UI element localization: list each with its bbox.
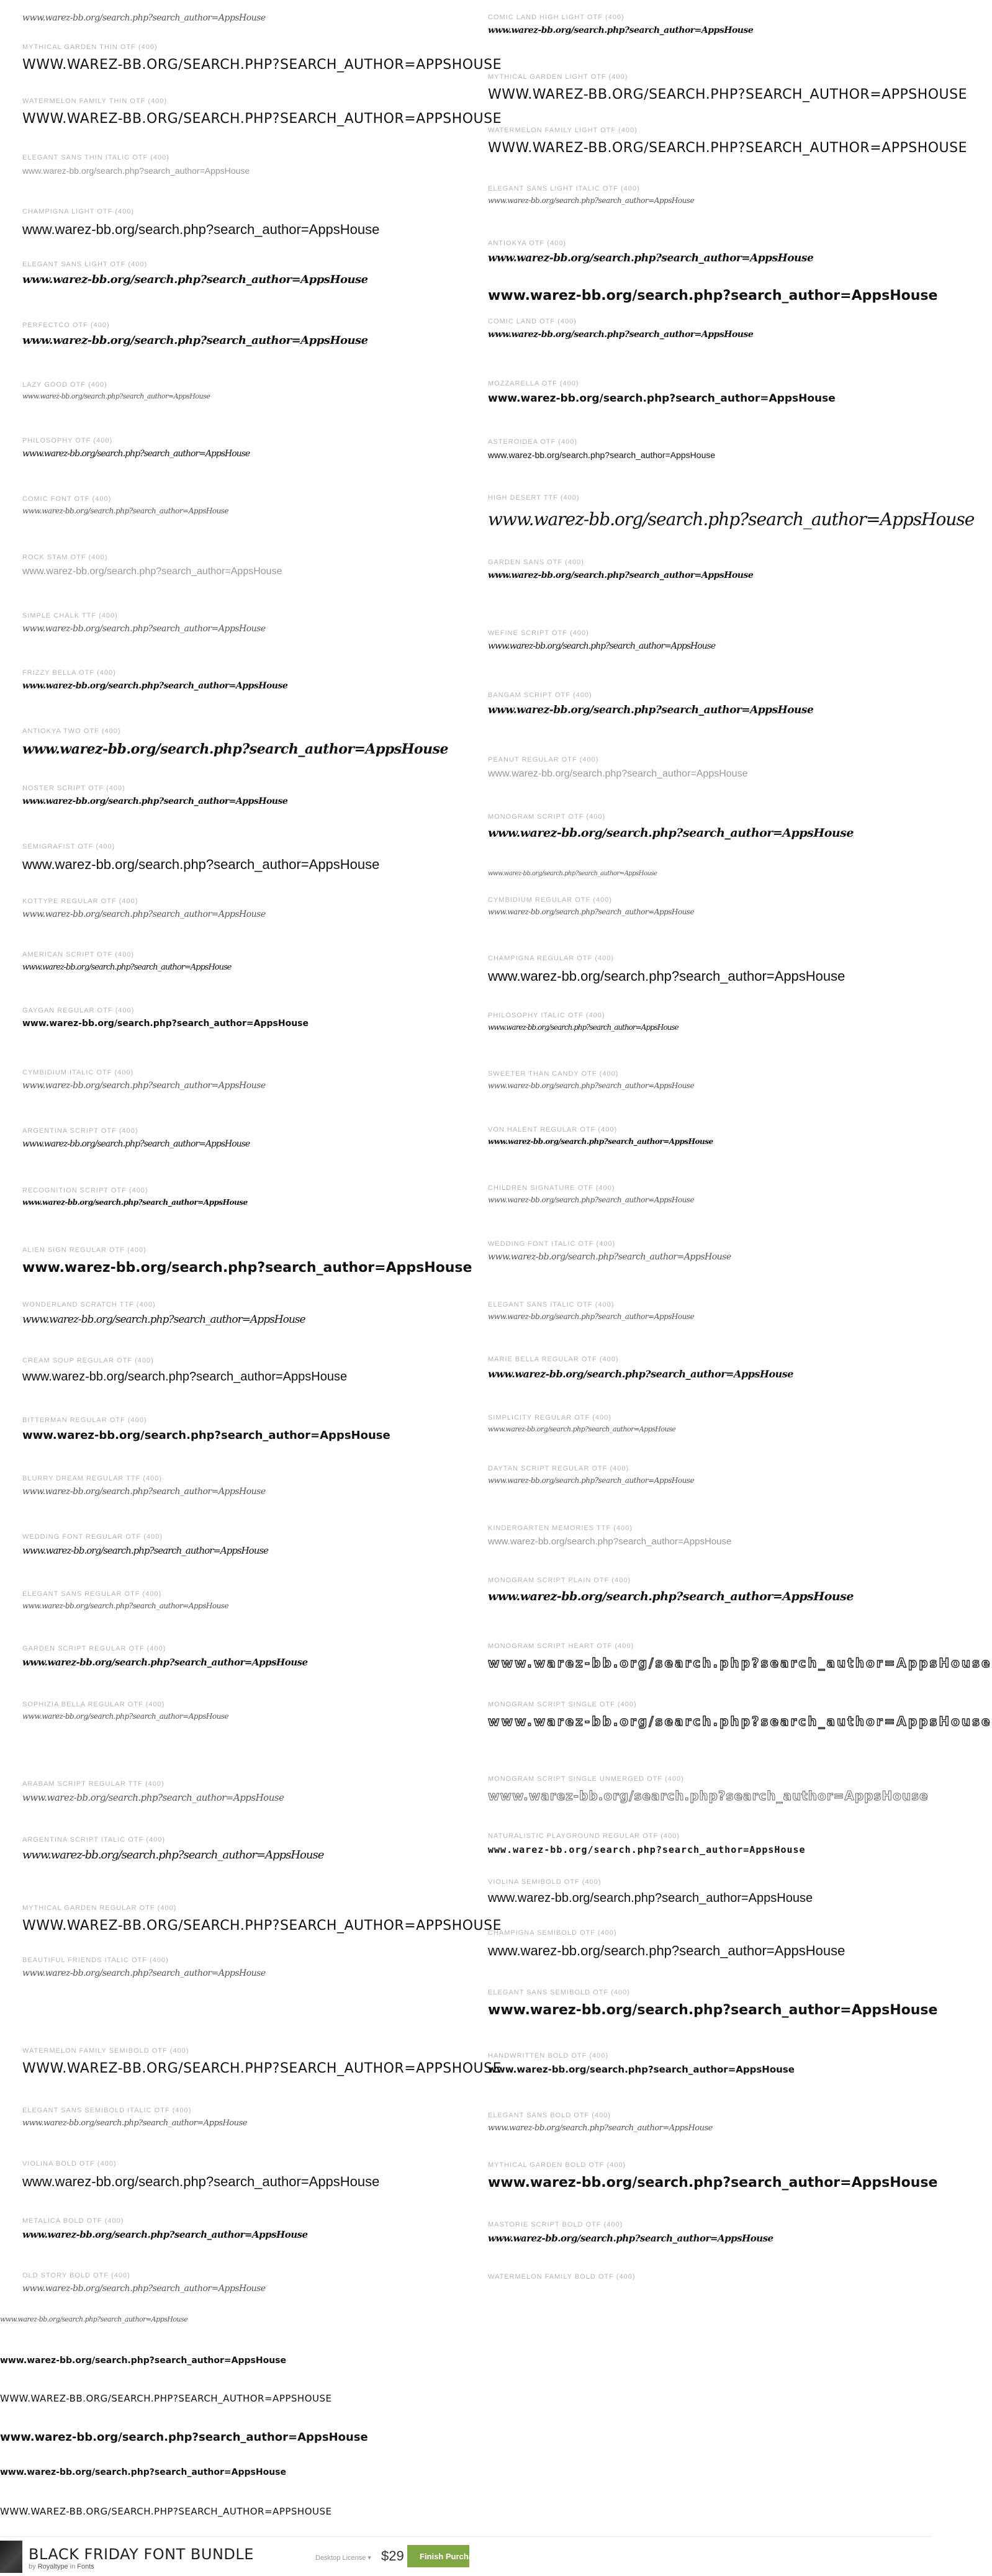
font-preview-text: www.warez-bb.org/search.php?search_author=AppsHouse — [488, 968, 845, 984]
font-preview-text: www.warez-bb.org/search.php?search_author=AppsHouse — [22, 1601, 229, 1610]
font-preview-text: WWW.WAREZ-BB.ORG/SEARCH.PHP?SEARCH_AUTHOR=APPSHOUSE — [22, 57, 502, 73]
font-entry[interactable] — [488, 858, 657, 877]
font-entry[interactable] — [22, 320, 368, 347]
font-preview-text: www.warez-bb.org/search.php?search_author=AppsHouse — [22, 2284, 266, 2294]
font-entry[interactable] — [488, 1928, 845, 1959]
font-preview-text: www.warez-bb.org/search.php?search_author=AppsHouse — [22, 681, 288, 691]
font-entry[interactable] — [22, 1245, 472, 1276]
font-preview-text: www.warez-bb.org/search.php?search_author=AppsHouse — [488, 907, 695, 916]
byline-prefix: by — [29, 2563, 36, 2570]
font-name-label[interactable]: ARGENTINA SCRIPT ITALIC OTF (400) — [22, 1836, 166, 1844]
font-name-label[interactable]: ELEGANT SANS SEMIBOLD ITALIC OTF (400) — [22, 2107, 192, 2114]
font-name-label[interactable] — [488, 858, 657, 868]
font-preview-text: www.warez-bb.org/search.php?search_author=AppsHouse — [22, 507, 229, 515]
font-name-label[interactable]: CYMBIDIUM REGULAR OTF (400) — [488, 896, 612, 904]
font-name-label[interactable]: WEDDING FONT REGULAR OTF (400) — [22, 1533, 163, 1541]
font-name-label[interactable]: VIOLINA SEMIBOLD OTF (400) — [488, 1878, 602, 1886]
font-preview-text: www.warez-bb.org/search.php?search_author=AppsHouse — [22, 1081, 266, 1091]
font-entry[interactable] — [22, 1356, 347, 1384]
font-preview-text: www.warez-bb.org/search.php?search_author=AppsHouse — [488, 1714, 992, 1729]
byline-in: in — [70, 2563, 76, 2570]
font-entry[interactable] — [488, 755, 747, 780]
font-name-label[interactable]: MYTHICAL GARDEN LIGHT OTF (400) — [488, 73, 628, 81]
font-entry[interactable] — [22, 494, 228, 515]
font-entry[interactable] — [22, 1186, 248, 1207]
font-preview-text: www.warez-bb.org/search.php?search_author=AppsHouse — [488, 1536, 732, 1547]
font-entry[interactable] — [22, 552, 282, 577]
font-preview-text: www.warez-bb.org/search.php?search_author=AppsHouse — [488, 25, 754, 35]
font-name-label[interactable]: BEAUTIFUL FRIENDS ITALIC OTF (400) — [22, 1957, 169, 1964]
license-select[interactable] — [315, 2554, 371, 2562]
font-entry[interactable] — [22, 1006, 309, 1029]
font-preview-text: www.warez-bb.org/search.php?search_author=AppsHouse — [488, 1081, 695, 1090]
font-entry[interactable] — [22, 2046, 502, 2076]
font-entry[interactable] — [22, 1532, 268, 1556]
font-name-label[interactable]: BLURRY DREAM REGULAR TTF (400) — [22, 1475, 162, 1482]
font-name-label[interactable]: NOSTER SCRIPT OTF (400) — [22, 785, 125, 792]
font-entry[interactable] — [0, 2303, 187, 2323]
font-preview-text: www.warez-bb.org/search.php?search_author=AppsHouse — [488, 2175, 938, 2191]
font-entry[interactable] — [488, 1069, 694, 1090]
font-entry[interactable] — [488, 1183, 694, 1204]
font-name-label[interactable]: HIGH DESERT TTF (400) — [488, 494, 580, 502]
font-entry[interactable] — [488, 1641, 992, 1670]
font-entry[interactable] — [488, 895, 694, 916]
font-entry[interactable] — [22, 668, 287, 691]
font-preview-text: www.warez-bb.org/search.php?search_author=AppsHouse — [488, 2002, 938, 2018]
font-name-label[interactable]: METALICA BOLD OTF (400) — [22, 2217, 124, 2225]
font-preview-text: www.warez-bb.org/search.php?search_author=AppsHouse — [488, 330, 754, 340]
font-preview-text: www.warez-bb.org/search.php?search_author=AppsHouse — [22, 1139, 250, 1149]
font-entry[interactable] — [488, 1877, 813, 1906]
font-preview-text: www.warez-bb.org/search.php?search_author=AppsHouse — [488, 1368, 793, 1380]
font-preview-text: www.warez-bb.org/search.php?search_author=AppsHouse — [488, 392, 836, 405]
font-preview-text: www.warez-bb.org/search.php?search_author=AppsHouse — [0, 2315, 188, 2323]
font-entry[interactable] — [22, 1589, 228, 1610]
font-name-label[interactable]: CHAMPIGNA LIGHT OTF (400) — [22, 208, 135, 215]
font-entry[interactable] — [22, 611, 266, 634]
bundle-thumbnail[interactable] — [0, 2541, 22, 2573]
font-name-label[interactable]: MYTHICAL GARDEN THIN OTF (400) — [22, 43, 158, 51]
font-name-label[interactable]: RECOGNITION SCRIPT OTF (400) — [22, 1187, 148, 1194]
font-entry[interactable] — [22, 726, 448, 757]
font-name-label[interactable]: MONOGRAM SCRIPT OTF (400) — [488, 813, 606, 821]
font-name-label[interactable]: ROCK STAM OTF (400) — [22, 554, 108, 561]
font-name-label[interactable]: VON HALENT REGULAR OTF (400) — [488, 1126, 618, 1133]
font-entry[interactable] — [22, 2271, 266, 2294]
font-name-label[interactable]: COMIC FONT OTF (400) — [22, 495, 112, 503]
font-preview-text: www.warez-bb.org/search.php?search_author=AppsHouse — [22, 909, 266, 919]
font-entry[interactable] — [488, 12, 753, 35]
font-name-label[interactable]: MONOGRAM SCRIPT PLAIN OTF (400) — [488, 1577, 631, 1584]
font-preview-text: www.warez-bb.org/search.php?search_author=AppsHouse — [488, 288, 938, 304]
font-entry[interactable] — [488, 317, 753, 340]
finish-purchase-button[interactable]: Finish Purchase — [407, 2545, 469, 2567]
font-preview-text: www.warez-bb.org/search.php?search_author=AppsHouse — [488, 870, 657, 877]
font-entry[interactable] — [22, 207, 379, 238]
font-entry[interactable] — [22, 2159, 379, 2190]
font-name-label[interactable]: COMIC LAND OTF (400) — [488, 318, 577, 325]
bundle-title[interactable]: BLACK FRIDAY FONT BUNDLE — [29, 2546, 254, 2563]
font-preview-text: www.warez-bb.org/search.php?search_author=AppsHouse — [22, 1313, 305, 1326]
font-name-label[interactable]: SIMPLICITY REGULAR OTF (400) — [488, 1414, 611, 1421]
font-name-label[interactable]: KOTTYPE REGULAR OTF (400) — [22, 898, 138, 905]
font-preview-text: WWW.WAREZ-BB.ORG/SEARCH.PHP?SEARCH_AUTHOR=APPSHOUSE — [22, 1918, 502, 1934]
font-preview-text: www.warez-bb.org/search.php?search_author=AppsHouse — [22, 566, 282, 577]
font-entry[interactable] — [22, 2216, 308, 2240]
font-name-label[interactable]: GAYGAN REGULAR OTF (400) — [22, 1007, 135, 1014]
font-entry[interactable] — [22, 2105, 247, 2128]
font-entry[interactable] — [488, 628, 715, 651]
font-entry[interactable] — [22, 1068, 266, 1091]
font-entry[interactable] — [488, 953, 845, 984]
font-name-label[interactable]: WEDDING FONT ITALIC OTF (400) — [488, 1240, 616, 1248]
font-preview-text: www.warez-bb.org/search.php?search_author=AppsHouse — [488, 450, 716, 460]
font-name-label[interactable]: WONDERLAND SCRATCH TTF (400) — [22, 1301, 156, 1308]
font-name-label[interactable] — [0, 2343, 286, 2353]
font-entry[interactable] — [488, 1774, 929, 1803]
font-name-label[interactable]: SWEETER THAN CANDY OTF (400) — [488, 1070, 619, 1078]
font-preview-text: www.warez-bb.org/search.php?search_author=AppsHouse — [488, 1137, 713, 1146]
font-preview-text: www.warez-bb.org/search.php?search_author=AppsHouse — [22, 1260, 472, 1276]
font-name-label[interactable]: ASTEROIDEA OTF (400) — [488, 438, 578, 446]
font-preview-text: WWW.WAREZ-BB.ORG/SEARCH.PHP?SEARCH_AUTHOR=APPSHOUSE — [0, 2506, 332, 2517]
font-entry[interactable] — [22, 783, 287, 806]
font-name-label[interactable]: AMERICAN SCRIPT OTF (400) — [22, 951, 135, 958]
font-preview-text: www.warez-bb.org/search.php?search_author=AppsHouse — [488, 2064, 795, 2075]
font-preview-text: www.warez-bb.org/search.php?search_author=AppsHouse — [488, 252, 814, 264]
font-name-label[interactable]: BITTERMAN REGULAR OTF (400) — [22, 1416, 147, 1424]
font-entry[interactable] — [22, 1415, 390, 1442]
font-entry[interactable] — [22, 1300, 305, 1326]
font-name-label[interactable]: NATURALISTIC PLAYGROUND REGULAR OTF (400) — [488, 1832, 680, 1840]
font-entry[interactable] — [22, 950, 231, 972]
font-preview-text: WWW.WAREZ-BB.ORG/SEARCH.PHP?SEARCH_AUTHOR=APPSHOUSE — [22, 111, 502, 127]
font-name-label[interactable]: WATERMELON FAMILY LIGHT OTF (400) — [488, 127, 638, 134]
font-name-label[interactable]: CREAM SOUP REGULAR OTF (400) — [22, 1357, 154, 1364]
font-name-label[interactable]: MONOGRAM SCRIPT SINGLE OTF (400) — [488, 1701, 637, 1708]
font-preview-text: www.warez-bb.org/search.php?search_author=AppsHouse — [22, 392, 210, 400]
font-name-label[interactable] — [488, 273, 937, 283]
font-name-label[interactable]: WEFINE SCRIPT OTF (400) — [488, 629, 589, 637]
font-name-label[interactable]: BANGAM SCRIPT OTF (400) — [488, 691, 592, 699]
font-preview-text: www.warez-bb.org/search.php?search_author=AppsHouse — [22, 2174, 380, 2189]
font-name-label[interactable]: PERFECTCO OTF (400) — [22, 322, 110, 329]
font-preview-text: www.warez-bb.org/search.php?search_author=AppsHouse — [22, 1968, 266, 1978]
author-link[interactable]: Royaltype — [37, 2563, 68, 2570]
font-preview-text: www.warez-bb.org/search.php?search_author=AppsHouse — [22, 2119, 247, 2128]
font-preview-text: www.warez-bb.org/search.php?search_author=AppsHouse — [22, 741, 448, 757]
font-preview-text: www.warez-bb.org/search.php?search_author=AppsHouse — [488, 1891, 813, 1905]
font-preview-text: www.warez-bb.org/search.php?search_author=AppsHouse — [22, 1712, 229, 1721]
font-preview-text: www.warez-bb.org/search.php?search_author=AppsHouse — [0, 2467, 286, 2477]
font-preview-text: www.warez-bb.org/search.php?search_author=AppsHouse — [488, 1788, 929, 1803]
font-entry[interactable] — [22, 1779, 284, 1803]
font-name-label[interactable]: CHILDREN SIGNATURE OTF (400) — [488, 1184, 615, 1192]
font-entry[interactable] — [22, 896, 266, 919]
font-preview-text: www.warez-bb.org/search.php?search_author=AppsHouse — [22, 449, 250, 459]
font-name-label[interactable]: CHAMPIGNA SEMIBOLD OTF (400) — [488, 1929, 617, 1937]
font-entry[interactable] — [0, 2454, 286, 2477]
font-name-label[interactable] — [0, 2454, 286, 2464]
font-preview-text: www.warez-bb.org/search.php?search_author=AppsHouse — [488, 1943, 845, 1958]
font-entry[interactable] — [22, 1644, 308, 1668]
font-preview-text: www.warez-bb.org/search.php?search_author=AppsHouse — [22, 1657, 308, 1668]
font-preview-text: www.warez-bb.org/search.php?search_author=AppsHouse — [488, 196, 695, 205]
font-entry[interactable] — [488, 1831, 806, 1855]
font-preview-text: www.warez-bb.org/search.php?search_author=AppsHouse — [22, 857, 380, 872]
chevron-down-icon: ▾ — [367, 2554, 371, 2562]
font-preview-text: www.warez-bb.org/search.php?search_author=AppsHouse — [488, 2123, 713, 2133]
font-entry[interactable] — [488, 125, 967, 156]
font-entry[interactable] — [0, 2380, 332, 2404]
font-name-label[interactable] — [0, 2493, 332, 2503]
font-entry[interactable] — [488, 1300, 694, 1321]
font-preview-text: www.warez-bb.org/search.php?search_author=AppsHouse — [22, 796, 288, 806]
font-name-label[interactable]: MONOGRAM SCRIPT SINGLE UNMERGED OTF (400) — [488, 1775, 684, 1783]
font-entry[interactable] — [488, 437, 715, 460]
font-preview-text: www.warez-bb.org/search.php?search_author=AppsHouse — [488, 1655, 992, 1670]
font-entry[interactable] — [488, 2160, 937, 2191]
font-preview-text: WWW.WAREZ-BB.ORG/SEARCH.PHP?SEARCH_AUTHOR=APPSHOUSE — [488, 140, 968, 156]
font-preview-text: www.warez-bb.org/search.php?search_author=AppsHouse — [22, 1792, 284, 1803]
font-entry[interactable] — [22, 1700, 228, 1721]
font-preview-text: www.warez-bb.org/search.php?search_author=AppsHouse — [488, 570, 754, 580]
font-entry[interactable] — [488, 72, 967, 102]
font-preview-text: www.warez-bb.org/search.php?search_author=AppsHouse — [488, 1252, 731, 1262]
font-name-label[interactable]: WATERMELON FAMILY THIN OTF (400) — [22, 97, 168, 105]
font-name-label[interactable]: ALIEN SIGN REGULAR OTF (400) — [22, 1246, 147, 1254]
font-name-label[interactable]: SOPHIZIA BELLA REGULAR OTF (400) — [22, 1701, 165, 1708]
font-name-label[interactable] — [0, 2303, 187, 2313]
font-name-label[interactable]: FRIZZY BELLA OTF (400) — [22, 669, 116, 677]
font-name-label[interactable]: GARDEN SANS OTF (400) — [488, 559, 584, 566]
font-name-label[interactable] — [22, 0, 266, 10]
font-entry[interactable] — [488, 690, 813, 716]
font-entry[interactable] — [22, 436, 250, 459]
font-entry[interactable] — [22, 96, 502, 127]
font-preview-text: www.warez-bb.org/search.php?search_author=AppsHouse — [22, 273, 368, 286]
font-entry[interactable] — [488, 812, 854, 840]
font-name-label[interactable]: PEANUT REGULAR OTF (400) — [488, 756, 599, 763]
font-name-label[interactable]: ANTIOKYA OTF (400) — [488, 240, 566, 247]
bundle-byline — [29, 2563, 94, 2570]
font-preview-text: www.warez-bb.org/search.php?search_author=AppsHouse — [488, 1312, 695, 1321]
font-name-label[interactable]: PHILOSOPHY ITALIC OTF (400) — [488, 1012, 605, 1019]
font-preview-text: www.warez-bb.org/search.php?search_author=AppsHouse — [488, 1023, 679, 1032]
font-name-label[interactable]: WATERMELON FAMILY BOLD OTF (400) — [488, 2273, 636, 2281]
font-preview-text: www.warez-bb.org/search.php?search_author=AppsHouse — [22, 1487, 266, 1497]
font-preview-text: www.warez-bb.org/search.php?search_author=AppsHouse — [22, 1198, 248, 1207]
font-preview-text: www.warez-bb.org/search.php?search_author=AppsHouse — [22, 166, 250, 176]
font-preview-text: www.warez-bb.org/search.php?search_author=AppsHouse — [488, 1196, 695, 1204]
font-preview-text: www.warez-bb.org/search.php?search_author=AppsHouse — [488, 1590, 854, 1603]
font-preview-text: www.warez-bb.org/search.php?search_author=AppsHouse — [22, 334, 368, 347]
font-preview-text: www.warez-bb.org/search.php?search_author=AppsHouse — [22, 222, 380, 237]
font-entry[interactable] — [22, 1903, 502, 1934]
font-entry[interactable] — [488, 1523, 731, 1547]
font-entry[interactable] — [488, 493, 974, 529]
font-preview-text: www.warez-bb.org/search.php?search_author=AppsHouse — [0, 2356, 286, 2366]
font-preview-text: www.warez-bb.org/search.php?search_author=AppsHouse — [488, 704, 814, 716]
font-name-label[interactable]: ELEGANT SANS REGULAR OTF (400) — [22, 1590, 162, 1598]
font-preview-text: www.warez-bb.org/search.php?search_author=AppsHouse — [22, 2229, 308, 2240]
font-name-label[interactable]: WATERMELON FAMILY SEMIBOLD OTF (400) — [22, 2047, 189, 2055]
font-name-label[interactable]: MYTHICAL GARDEN REGULAR OTF (400) — [22, 1904, 177, 1912]
font-entry[interactable] — [0, 2343, 286, 2366]
font-name-label[interactable]: SEMIGRAFIST OTF (400) — [22, 843, 115, 850]
font-entry[interactable] — [22, 259, 368, 286]
font-entry[interactable] — [488, 2051, 795, 2075]
font-entry[interactable] — [488, 184, 694, 205]
font-entry[interactable] — [0, 2417, 368, 2444]
font-entry[interactable] — [488, 1700, 992, 1729]
font-preview-text: www.warez-bb.org/search.php?search_author=AppsHouse — [22, 624, 266, 634]
font-entry[interactable] — [488, 1464, 694, 1485]
license-label: Desktop License — [315, 2554, 366, 2562]
font-name-label[interactable]: ARABAM SCRIPT REGULAR TTF (400) — [22, 1780, 165, 1788]
font-entry[interactable] — [22, 42, 502, 73]
font-name-label[interactable]: GARDEN SCRIPT REGULAR OTF (400) — [22, 1645, 166, 1652]
font-preview-text: www.warez-bb.org/search.php?search_author=AppsHouse — [488, 826, 854, 840]
font-entry[interactable] — [488, 2272, 636, 2282]
font-entry[interactable] — [488, 1575, 854, 1603]
font-preview-text: www.warez-bb.org/search.php?search_author=AppsHouse — [0, 2431, 368, 2444]
font-name-label[interactable]: HANDWRITTEN BOLD OTF (400) — [488, 2052, 609, 2060]
font-preview-text: WWW.WAREZ-BB.ORG/SEARCH.PHP?SEARCH_AUTHOR=APPSHOUSE — [0, 2393, 332, 2404]
font-name-label[interactable]: COMIC LAND HIGH LIGHT OTF (400) — [488, 14, 625, 21]
font-name-label[interactable] — [0, 2417, 368, 2427]
font-entry[interactable] — [488, 1239, 731, 1262]
font-name-label[interactable]: PHILOSOPHY OTF (400) — [22, 437, 113, 444]
font-entry[interactable] — [22, 842, 379, 873]
font-preview-text: www.warez-bb.org/search.php?search_author=AppsHouse — [488, 509, 975, 529]
font-entry[interactable] — [488, 273, 937, 304]
font-name-label[interactable]: ELEGANT SANS BOLD OTF (400) — [488, 2112, 611, 2119]
font-preview-text: WWW.WAREZ-BB.ORG/SEARCH.PHP?SEARCH_AUTHOR=APPSHOUSE — [22, 2061, 502, 2076]
font-preview-text: www.warez-bb.org/search.php?search_author=AppsHouse — [22, 1019, 309, 1029]
purchase-bar — [0, 2536, 931, 2576]
font-preview-text: www.warez-bb.org/search.php?search_author=AppsHouse — [488, 1844, 806, 1855]
font-entry[interactable] — [22, 1126, 250, 1149]
font-name-label[interactable]: VIOLINA BOLD OTF (400) — [22, 2160, 117, 2168]
font-entry[interactable] — [488, 2220, 773, 2244]
font-name-label[interactable]: ARGENTINA SCRIPT OTF (400) — [22, 1127, 138, 1135]
font-name-label[interactable]: ELEGANT SANS LIGHT OTF (400) — [22, 261, 148, 268]
font-entry[interactable] — [22, 1474, 266, 1497]
font-entry[interactable] — [488, 1988, 937, 2018]
font-entry[interactable] — [22, 153, 250, 176]
font-name-label[interactable]: LAZY GOOD OTF (400) — [22, 381, 107, 389]
font-entry[interactable] — [488, 238, 813, 264]
font-name-label[interactable]: DAYTAN SCRIPT REGULAR OTF (400) — [488, 1465, 629, 1472]
price: $29 — [381, 2548, 404, 2564]
font-name-label[interactable]: MYTHICAL GARDEN BOLD OTF (400) — [488, 2161, 626, 2169]
font-name-label[interactable]: MARIE BELLA REGULAR OTF (400) — [488, 1356, 619, 1363]
font-preview-text: www.warez-bb.org/search.php?search_author=AppsHouse — [488, 1476, 695, 1485]
font-preview-text: www.warez-bb.org/search.php?search_author=AppsHouse — [488, 2233, 773, 2244]
font-name-label[interactable] — [0, 2380, 332, 2390]
category-link[interactable]: Fonts — [77, 2563, 94, 2570]
font-entry[interactable] — [22, 0, 266, 23]
font-name-label[interactable]: ELEGANT SANS THIN ITALIC OTF (400) — [22, 154, 169, 161]
font-entry[interactable] — [488, 1354, 793, 1380]
font-name-label[interactable]: KINDERGARTEN MEMORIES TTF (400) — [488, 1524, 633, 1532]
font-entry[interactable] — [488, 1413, 675, 1433]
font-preview-text: www.warez-bb.org/search.php?search_author=AppsHouse — [22, 1849, 324, 1862]
font-preview-text: www.warez-bb.org/search.php?search_author=AppsHouse — [22, 13, 266, 23]
font-preview-text: www.warez-bb.org/search.php?search_author=AppsHouse — [488, 641, 716, 651]
font-preview-text: www.warez-bb.org/search.php?search_author=AppsHouse — [488, 768, 748, 779]
font-preview-text: www.warez-bb.org/search.php?search_author=AppsHouse — [22, 1545, 268, 1556]
font-name-label[interactable]: MOZZARELLA OTF (400) — [488, 380, 579, 387]
font-entry[interactable] — [22, 380, 210, 400]
font-name-label[interactable]: CYMBIDIUM ITALIC OTF (400) — [22, 1069, 134, 1076]
font-preview-text: www.warez-bb.org/search.php?search_author=AppsHouse — [488, 1425, 676, 1433]
font-entry[interactable] — [488, 2110, 713, 2133]
font-name-label[interactable]: ELEGANT SANS LIGHT ITALIC OTF (400) — [488, 185, 640, 192]
font-entry[interactable] — [488, 1011, 679, 1032]
font-entry[interactable] — [488, 379, 836, 405]
font-entry[interactable] — [488, 557, 753, 580]
font-preview-text: www.warez-bb.org/search.php?search_author=AppsHouse — [22, 963, 232, 972]
font-name-label[interactable]: ELEGANT SANS SEMIBOLD OTF (400) — [488, 1989, 630, 1996]
font-entry[interactable] — [0, 2493, 332, 2517]
font-entry[interactable] — [22, 1835, 323, 1862]
font-name-label[interactable]: MONOGRAM SCRIPT HEART OTF (400) — [488, 1642, 634, 1650]
font-entry[interactable] — [22, 1955, 266, 1978]
font-entry[interactable] — [488, 1125, 713, 1146]
font-name-label[interactable]: ELEGANT SANS ITALIC OTF (400) — [488, 1301, 615, 1308]
font-name-label[interactable]: CHAMPIGNA REGULAR OTF (400) — [488, 955, 615, 962]
font-name-label[interactable]: ANTIOKYA TWO OTF (400) — [22, 727, 121, 735]
font-name-label[interactable]: MASTORIE SCRIPT BOLD OTF (400) — [488, 2221, 623, 2228]
font-name-label[interactable]: OLD STORY BOLD OTF (400) — [22, 2272, 130, 2279]
font-preview-text: WWW.WAREZ-BB.ORG/SEARCH.PHP?SEARCH_AUTHOR=APPSHOUSE — [488, 87, 968, 102]
font-preview-text: www.warez-bb.org/search.php?search_author=AppsHouse — [22, 1429, 390, 1442]
font-preview-text: www.warez-bb.org/search.php?search_author=AppsHouse — [22, 1370, 348, 1384]
font-name-label[interactable]: SIMPLE CHALK TTF (400) — [22, 612, 118, 619]
